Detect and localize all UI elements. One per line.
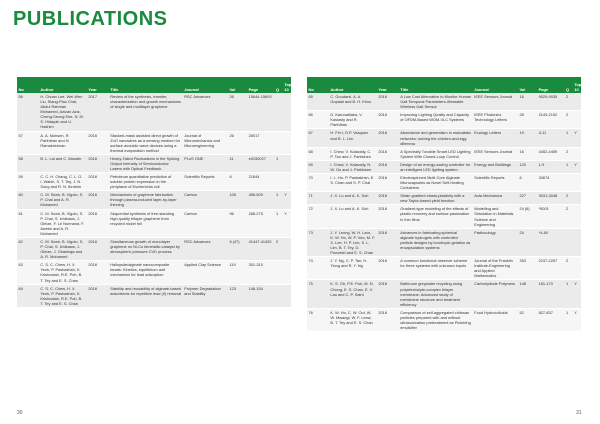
- cell-author: B. L. Lai and C. Mauder: [40, 155, 82, 161]
- cell-page: 41447-41452: [248, 238, 272, 244]
- table-row: [307, 257, 581, 280]
- col-header-vol: Vol: [519, 86, 526, 92]
- cell-journal: Energy and Buildings: [474, 161, 512, 167]
- cell-page: 301-310: [248, 262, 263, 268]
- cell-no: 75: [308, 281, 313, 287]
- cell-page: 25017: [248, 132, 260, 138]
- cell-top10: [283, 237, 291, 260]
- cell-no: 60: [18, 192, 23, 198]
- cell-vol: 19: [519, 130, 524, 136]
- cell-year: 2016: [88, 132, 97, 138]
- cell-no: 63: [18, 262, 23, 268]
- cell-title: Electrospinned Multi-Core Alginate Microcapsules as Novel Self-Healing Containers: [400, 175, 464, 191]
- col-header-journal: Journal: [184, 86, 199, 92]
- cell-author: C. C. H. Chang, C. L. G. I. Walsh, S. T. Tey, J. N. Song and R. N. Ibrahim: [40, 174, 83, 190]
- cell-year: 2016: [88, 155, 97, 161]
- page-title: PUBLICATIONS: [13, 8, 168, 30]
- cell-q: 1: [566, 161, 569, 167]
- cell-title: Simultaneous growth of monolayer graphene on Ni-Cu bimetallic catalyst by atmospheric pressure CVD process: [110, 238, 180, 255]
- cell-year: 2016: [378, 94, 387, 99]
- cell-title: Gradient-type modeling of the effects of plastic recovery and surface passivation in thin films: [400, 206, 470, 222]
- cell-page: *5001: [538, 206, 549, 212]
- cell-top10: [283, 173, 291, 191]
- table-row: [307, 174, 581, 192]
- cell-year: 2016: [378, 112, 387, 118]
- cell-page: 34674: [538, 175, 550, 181]
- cell-q: 2: [566, 193, 569, 199]
- cell-q: 2: [566, 148, 569, 154]
- col-header-title: Title: [110, 86, 119, 92]
- cell-page: 268-275: [248, 210, 263, 216]
- col-header-top10: Top 10: [284, 81, 291, 92]
- cell-top10: Y: [284, 192, 287, 198]
- cell-top10: [283, 154, 291, 172]
- cell-title: Abundance and generalism in mutualistic networks: solving the chicken-and-egg dilemma: [400, 130, 472, 146]
- cell-vol: 105: [229, 192, 236, 198]
- cell-top10: [283, 284, 291, 307]
- cell-q: 2: [566, 206, 569, 212]
- cell-journal: Particuology: [474, 229, 496, 235]
- cell-year: 2016: [88, 262, 97, 268]
- cell-q: [275, 131, 283, 154]
- cell-page: *4-60: [538, 229, 548, 235]
- cell-page: 2149-2152: [538, 112, 558, 118]
- cell-page: e0150027: [248, 155, 266, 161]
- cell-year: 2016: [88, 238, 97, 244]
- cell-no: 66: [308, 112, 313, 118]
- cell-page: 146-154: [248, 285, 263, 291]
- cell-no: 62: [18, 238, 23, 244]
- cell-year: 2016: [88, 192, 97, 198]
- cell-no: 68: [308, 148, 313, 154]
- page-number-right: 31: [576, 410, 582, 416]
- cell-journal: Food Hydrocolloids: [474, 309, 508, 315]
- cell-q: 2: [566, 258, 569, 264]
- cell-vol: 120: [519, 161, 526, 167]
- cell-vol: 6: [519, 175, 522, 181]
- cell-top10: [283, 261, 291, 284]
- cell-year: 2016: [378, 206, 387, 212]
- table-row: [307, 111, 581, 129]
- cell-page: 496-509: [248, 192, 263, 198]
- cell-top10: [573, 93, 581, 111]
- cell-journal: Modelling and Simulation in Materials Science and Engineering: [474, 206, 514, 227]
- cell-year: 2016: [378, 161, 387, 167]
- col-header-author: Author: [40, 86, 54, 92]
- cell-q: 2: [566, 94, 569, 99]
- cell-title: A Low Cost Alternative to Monitor Human Gait Temporal Parameters-Wearable Wireless Gait Sensor: [400, 94, 472, 110]
- cell-title: Petroleum quantitative prediction of soluble protein expression in the periplasm of Escherichia coli: [110, 174, 172, 190]
- cell-vol: 24 (6): [519, 206, 530, 212]
- cell-title: Bathroom greywater recycling using polyelectrolyte-complex bilayer membrane: Advanced study of membrane structure and treatment efficiency: [400, 281, 463, 307]
- cell-journal: IEEE Photonics Technology Letters: [474, 112, 507, 123]
- cell-top10: [283, 93, 291, 131]
- cell-q: [275, 284, 283, 307]
- cell-author: H. Chuan Lee, Wei-Wen Liu, Siang-Piao Chai, Abdul Rahman Mohamed, Azizan Aziz, Cheng-Seong Khe, N. M. S. Hidayah and U. Hashim: [40, 94, 84, 130]
- cell-q: [275, 93, 283, 131]
- table-row: [307, 228, 581, 256]
- cell-page: 15644-15693: [248, 94, 272, 99]
- cell-journal: Applied Clay Science: [184, 262, 221, 268]
- table-row: [307, 308, 581, 331]
- cell-journal: Polymer Degradation and Stability: [184, 285, 221, 296]
- cell-top10: [573, 174, 581, 192]
- cell-no: 64: [18, 285, 23, 291]
- table-row: [17, 284, 291, 307]
- cell-journal: PLoS ONE: [184, 155, 204, 161]
- cell-author: D. Karunatilaka, V. Kasiasty and R. Parthiban: [330, 112, 363, 128]
- cell-q: 1: [276, 155, 279, 161]
- cell-top10: Y: [574, 309, 577, 315]
- cell-page: 9029-9035: [538, 94, 558, 99]
- cell-year: 2016: [378, 148, 387, 154]
- cell-no: 58: [18, 155, 23, 161]
- cell-no: 74: [308, 258, 313, 264]
- cell-title: Halloysite/alginate nanocomposite beads: Kinetics, equilibrium and mechanism for lead adsorption: [110, 262, 170, 278]
- cell-author: A. A. Mohsen, R. Parthiban and N. Ramakrishnan: [40, 132, 70, 148]
- cell-year: 2016: [378, 258, 387, 264]
- cell-author: J. Y. Leong, W. H. Lam, K. W. Ho, W. P. Voo, M. F. X. Lee, H. P. Lim, S. L. Lim, B. T. Tey, D. Poncelet and E. S. Chan: [330, 229, 376, 256]
- cell-no: 61: [18, 210, 23, 216]
- col-header-top10: Top 10: [574, 81, 581, 92]
- cell-no: 70: [308, 175, 313, 181]
- cell-q: 1: [276, 210, 279, 216]
- cell-vol: 119: [229, 262, 236, 268]
- cell-top10: Y: [284, 210, 287, 216]
- cell-q: [275, 173, 283, 191]
- cell-top10: Y: [574, 281, 577, 287]
- cell-q: 1: [276, 192, 279, 198]
- cell-vol: 16: [519, 148, 524, 154]
- cell-q: 2: [566, 112, 569, 118]
- cell-vol: 52: [519, 309, 524, 315]
- table-row: [17, 154, 291, 172]
- cell-page: 21844: [248, 174, 260, 180]
- col-header-page: Page: [538, 86, 549, 92]
- cell-journal: IEEE Sensors Journal: [474, 94, 513, 99]
- col-header-q: Q: [276, 86, 280, 92]
- cell-journal: Scientific Reports: [474, 175, 505, 181]
- col-header-year: Year: [88, 86, 97, 92]
- cell-journal: Carbon: [184, 210, 197, 216]
- cell-author: C. S. C. Chew, H. X. Yeoh, P. Pasbakhsh, K. Krishnaiah, R.E. Poh, B. T. Tey and E. S. Chan: [40, 262, 83, 283]
- cell-year: 2016: [88, 174, 97, 180]
- cell-title: Comparison of self-aggregated chitosan particles prepared with and without ultrasonication pretreatment as Pickering emulsifier: [400, 309, 471, 331]
- cell-year: 2016: [378, 281, 387, 287]
- cell-title: Strain gradient elasto-plasticity with a new Taylor-based yield function: [400, 193, 465, 204]
- cell-year: 2017: [88, 94, 97, 99]
- table-row: [307, 147, 581, 160]
- col-header-title: Title: [400, 86, 409, 92]
- cell-year: 2016: [88, 210, 97, 216]
- cell-page: 4452-4459: [538, 148, 558, 154]
- cell-title: Stacked-mask assisted direct growth of ZnO nanowires as a sensing medium for surface acoustic wave devices using a thermal evaporation method: [110, 132, 181, 153]
- cell-author: C. M. Seah, B. Vigolo, S. P. Chai, S. Ichikawa, J. Gleize, F. Le Normand, F. Aweke and A. R. Mohamed: [40, 210, 85, 236]
- cell-title: Mechanisms of graphene fabrication through plasma-induced layer-by-layer thinning: [110, 192, 177, 208]
- cell-vol: 6: [229, 174, 232, 180]
- table-row: [17, 261, 291, 284]
- cell-vol: 26: [229, 132, 234, 138]
- cell-author: J. Y. Ng, C. P. Tan, H. Tiong and R. Y. Ng: [330, 258, 368, 269]
- cell-q: 1: [566, 130, 569, 136]
- cell-journal: Ecology Letters: [474, 130, 502, 136]
- cell-year: 2016: [378, 229, 387, 235]
- cell-journal: Acta Mechanica: [474, 193, 502, 199]
- cell-page: 3031-3048: [538, 193, 558, 199]
- col-header-no: No: [18, 86, 24, 92]
- cell-q: 1: [566, 281, 569, 287]
- cell-journal: Scientific Reports: [184, 174, 215, 180]
- cell-vol: 353: [519, 258, 526, 264]
- table-header-row: [307, 77, 581, 93]
- cell-top10: [573, 205, 581, 228]
- cell-vol: 16: [519, 94, 524, 99]
- table-row: [307, 205, 581, 228]
- cell-journal: IEEE Sensors Journal: [474, 148, 513, 154]
- cell-top10: [573, 257, 581, 280]
- cell-no: 56: [18, 94, 23, 99]
- cell-q: 2: [276, 238, 279, 244]
- cell-vol: 11: [229, 155, 234, 161]
- cell-title: Improving Lighting Quality and Capacity of OFDM-Based WDM-VLC Systems: [400, 112, 470, 123]
- table-row: [17, 237, 291, 260]
- cell-page: 827-837: [538, 309, 553, 315]
- cell-title: Stability and reusability of alginate-based adsorbents for repetitive lead (II) removal: [110, 285, 182, 296]
- col-header-author: Author: [330, 86, 344, 92]
- cell-journal: RSC Advances: [184, 238, 211, 244]
- cell-no: 71: [308, 193, 313, 199]
- col-header-vol: Vol: [229, 86, 236, 92]
- cell-top10: [573, 111, 581, 129]
- table-row: [17, 131, 291, 154]
- cell-journal: RSC Advances: [184, 94, 211, 99]
- cell-page: 1-9: [538, 161, 545, 167]
- cell-title: A Spectrally Tunable Smart LED Lighting System With Closed-Loop Control: [400, 148, 471, 159]
- cell-vol: 6 (47): [229, 238, 240, 244]
- cell-no: 59: [18, 174, 23, 180]
- cell-vol: 24: [519, 229, 524, 235]
- cell-journal: Journal of Micromechanics and Microengineering: [184, 132, 220, 148]
- cell-title: Heavy-Tailed Fluctuations in the Spiking Output Intensity of Semiconductor Lasers with Optical Feedback: [110, 155, 180, 172]
- cell-title: Design of an energy-saving controller for an intelligent LED lighting system: [400, 161, 471, 172]
- cell-author: C. S. C. Chew, H. X. Yeoh, P. Pasbakhsh, K. Krishnaiah, R.E. Poh, B. T. Tey and E. S. Chan: [40, 285, 83, 306]
- table-row: [307, 160, 581, 173]
- col-header-journal: Journal: [474, 86, 489, 92]
- publications-table-left: [17, 77, 291, 308]
- cell-title: Review of the synthesis, transfer, characterization and growth mechanisms of single and multilayer graphene: [110, 94, 181, 110]
- cell-top10: [283, 131, 291, 154]
- cell-journal: Journal of the Franklin Institute-Engineering and Applied Mathematics: [474, 258, 513, 279]
- cell-author: J. X. Lu and A. K. Soh: [330, 206, 369, 212]
- cell-top10: [573, 228, 581, 256]
- cell-author: K. W. Ho, C. W. Ooi, W. W. Mwangi, W. F. Leow, B. T. Tey and E. S. Chan: [330, 309, 373, 325]
- cell-top10: Y: [574, 161, 577, 167]
- cell-author: I. L. Ho, P. Pasbakhsh, E. S. Chan and S. P. Chai: [330, 175, 375, 186]
- cell-author: K. S. Oh, P.E. Poh, M. N. Chong, E. S. Chan, E. V. Lau and C. P. Saint: [330, 281, 374, 297]
- cell-vol: 227: [519, 193, 526, 199]
- cell-vol: 123: [229, 285, 236, 291]
- col-header-no: No: [308, 86, 314, 92]
- cell-vol: 96: [229, 210, 234, 216]
- table-row: [307, 192, 581, 205]
- col-header-year: Year: [378, 86, 387, 92]
- cell-year: 2016: [88, 285, 97, 291]
- cell-vol: 28: [519, 112, 524, 118]
- cell-top10: Y: [574, 130, 577, 136]
- cell-page: 161-170: [538, 281, 553, 287]
- cell-author: C. Goudarzi, A. A. Gopalai and B. H. Khoo: [330, 94, 372, 105]
- cell-top10: [573, 147, 581, 160]
- cell-year: 2016: [378, 175, 387, 181]
- table-row: [307, 93, 581, 111]
- cell-journal: Carbohydrate Polymers: [474, 281, 516, 287]
- cell-q: [565, 174, 573, 192]
- col-header-q: Q: [566, 86, 570, 92]
- cell-author: H. Fin·l, D.P. Vasquez and B. L. Lim: [330, 130, 369, 141]
- table-row: [17, 209, 291, 237]
- cell-no: 65: [308, 94, 313, 99]
- cell-title: Sequential synthesis of free-standing high quality bilayer graphene from recycled nickel foil: [110, 210, 175, 226]
- cell-no: 76: [308, 309, 313, 315]
- cell-title: Advances in fabricating spherical alginate hydrogels with controlled particle designs by ionotropic gelation as encapsulation systems: [400, 229, 471, 250]
- cell-author: J. X. Lu and A. K. Soh: [330, 193, 369, 199]
- cell-author: C. M. Seah, B. Vigolo, S. P. Chai and A. R. Mohamed: [40, 192, 84, 208]
- cell-vol: 26: [229, 94, 234, 99]
- table-row: [17, 173, 291, 191]
- cell-title: A common functional observer scheme for three systems with unknown inputs: [400, 258, 468, 269]
- col-header-page: Page: [248, 86, 259, 92]
- cell-q: 1: [566, 309, 569, 315]
- cell-page: 4-11: [538, 130, 547, 136]
- cell-year: 2016: [378, 309, 387, 315]
- cell-no: 69: [308, 161, 313, 167]
- cell-author: I. Chew, V. Kalavally, C. P. Tan and J. Parkkinen: [330, 148, 372, 159]
- cell-author: I. Chew, V. Kalavally, N. W. Oo and J. Parkkinen: [330, 161, 372, 172]
- cell-vol: 148: [519, 281, 526, 287]
- cell-no: 67: [308, 130, 313, 136]
- table-row: [17, 93, 291, 131]
- cell-page: 2237-2257: [538, 258, 558, 264]
- page-number-left: 30: [17, 410, 23, 416]
- table-header-row: [17, 77, 291, 93]
- table-row: [307, 129, 581, 147]
- cell-no: 72: [308, 206, 313, 212]
- cell-year: 2016: [378, 193, 387, 199]
- cell-q: [565, 228, 573, 256]
- cell-journal: Carbon: [184, 192, 197, 198]
- table-row: [307, 280, 581, 308]
- cell-no: 57: [18, 132, 23, 138]
- table-row: [17, 191, 291, 209]
- cell-year: 2016: [378, 130, 387, 136]
- cell-author: C. M. Seah, B. Vigolo, S. P. Chai, S. Ichikawa, J. Gleize, J. Ghanbaja and A. R. Mohamed: [40, 238, 84, 260]
- cell-q: [275, 261, 283, 284]
- cell-top10: [573, 192, 581, 205]
- publications-table-right: [307, 77, 581, 332]
- cell-no: 73: [308, 229, 313, 235]
